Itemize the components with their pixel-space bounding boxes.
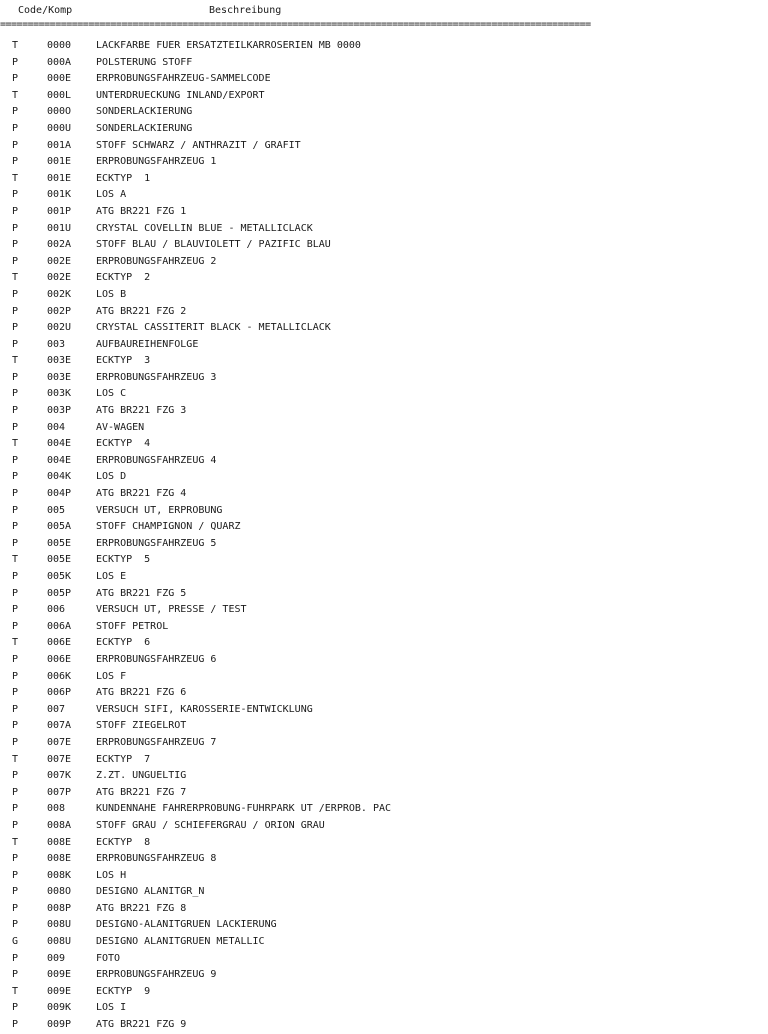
row-type-cell: T bbox=[12, 836, 19, 848]
row-description-cell: CRYSTAL CASSITERIT BLACK - METALLICLACK bbox=[96, 322, 331, 334]
table-row bbox=[0, 287, 768, 304]
row-code-cell: 000A bbox=[47, 56, 72, 68]
row-code-cell: 008E bbox=[47, 853, 72, 865]
row-type-cell: T bbox=[12, 40, 19, 51]
row-code-cell: 007E bbox=[47, 736, 72, 748]
row-code-cell: 004K bbox=[47, 471, 72, 483]
row-description-cell: LOS C bbox=[96, 388, 127, 400]
table-row bbox=[0, 851, 768, 868]
row-type-cell: P bbox=[12, 853, 19, 865]
table-row bbox=[0, 254, 768, 271]
row-type-cell: P bbox=[12, 421, 19, 433]
row-type-cell: P bbox=[12, 919, 19, 931]
table-row bbox=[0, 171, 768, 188]
table-row bbox=[0, 1000, 768, 1017]
row-code-cell: 0000 bbox=[47, 40, 72, 51]
table-row bbox=[0, 38, 768, 55]
row-code-cell: 004 bbox=[47, 421, 66, 433]
row-code-cell: 000O bbox=[47, 106, 72, 118]
row-description-cell: POLSTERUNG STOFF bbox=[96, 56, 193, 68]
row-description-cell: ERPROBUNGSFAHRZEUG 9 bbox=[96, 969, 217, 981]
row-type-cell: P bbox=[12, 222, 19, 234]
row-code-cell: 006A bbox=[47, 620, 72, 632]
row-code-cell: 008O bbox=[47, 886, 72, 898]
row-description-cell: ATG BR221 FZG 8 bbox=[96, 902, 187, 914]
row-code-cell: 007A bbox=[47, 720, 72, 732]
row-type-cell: P bbox=[12, 670, 19, 682]
row-type-cell: P bbox=[12, 720, 19, 732]
row-type-cell: P bbox=[12, 803, 19, 815]
table-row bbox=[0, 519, 768, 536]
table-row bbox=[0, 453, 768, 470]
table-row bbox=[0, 801, 768, 818]
row-description-cell: ERPROBUNGSFAHRZEUG 8 bbox=[96, 853, 217, 865]
table-row bbox=[0, 868, 768, 885]
table-row bbox=[0, 420, 768, 437]
table-row bbox=[0, 353, 768, 370]
row-description-cell: ECKTYP 1 bbox=[96, 172, 151, 184]
row-type-cell: P bbox=[12, 156, 19, 168]
row-description-cell: Z.ZT. UNGUELTIG bbox=[96, 770, 187, 782]
table-row bbox=[0, 503, 768, 520]
row-type-cell: T bbox=[12, 89, 19, 101]
row-description-cell: VERSUCH UT, PRESSE / TEST bbox=[96, 604, 247, 616]
row-type-cell: P bbox=[12, 504, 19, 516]
row-type-cell: P bbox=[12, 73, 19, 85]
row-description-cell: STOFF GRAU / SCHIEFERGRAU / ORION GRAU bbox=[96, 819, 325, 831]
row-type-cell: P bbox=[12, 388, 19, 400]
row-code-cell: 007K bbox=[47, 770, 72, 782]
table-row bbox=[0, 917, 768, 934]
row-code-cell: 001A bbox=[47, 139, 72, 151]
table-row bbox=[0, 569, 768, 586]
row-type-cell: P bbox=[12, 454, 19, 466]
row-description-cell: ECKTYP 6 bbox=[96, 637, 151, 649]
table-row bbox=[0, 752, 768, 769]
row-type-cell: P bbox=[12, 189, 19, 201]
row-code-cell: 004P bbox=[47, 488, 72, 500]
row-code-cell: 002K bbox=[47, 288, 72, 300]
row-type-cell: P bbox=[12, 305, 19, 317]
row-type-cell: P bbox=[12, 886, 19, 898]
column-header-code: Code/Komp bbox=[18, 5, 73, 16]
row-description-cell: KUNDENNAHE FAHRERPROBUNG-FUHRPARK UT /ERPROB. PAC bbox=[96, 803, 392, 815]
row-code-cell: 008U bbox=[47, 936, 72, 948]
row-type-cell: T bbox=[12, 985, 19, 997]
row-description-cell: ERPROBUNGSFAHRZEUG 6 bbox=[96, 653, 217, 665]
table-row bbox=[0, 88, 768, 105]
table-row bbox=[0, 55, 768, 72]
table-row bbox=[0, 370, 768, 387]
row-type-cell: P bbox=[12, 703, 19, 715]
row-type-cell: P bbox=[12, 122, 19, 134]
row-type-cell: P bbox=[12, 205, 19, 217]
row-code-cell: 005 bbox=[47, 504, 66, 516]
table-row bbox=[0, 984, 768, 1001]
row-type-cell: G bbox=[12, 936, 19, 948]
row-description-cell: ECKTYP 9 bbox=[96, 985, 151, 997]
row-type-cell: P bbox=[12, 1002, 19, 1014]
table-row bbox=[0, 768, 768, 785]
row-description-cell: LOS D bbox=[96, 471, 127, 483]
row-code-cell: 006E bbox=[47, 653, 72, 665]
code-table-body bbox=[0, 38, 768, 1034]
row-description-cell: DESIGNO-ALANITGRUEN LACKIERUNG bbox=[96, 919, 277, 931]
row-code-cell: 005E bbox=[47, 537, 72, 549]
header-separator-rule: =========================================================================================================== bbox=[0, 19, 591, 30]
row-description-cell: LOS I bbox=[96, 1002, 127, 1014]
row-code-cell: 003E bbox=[47, 355, 72, 367]
table-row bbox=[0, 967, 768, 984]
row-description-cell: STOFF BLAU / BLAUVIOLETT / PAZIFIC BLAU bbox=[96, 239, 331, 251]
row-code-cell: 008A bbox=[47, 819, 72, 831]
row-type-cell: T bbox=[12, 438, 19, 450]
row-type-cell: P bbox=[12, 571, 19, 582]
row-type-cell: P bbox=[12, 405, 19, 417]
row-code-cell: 000U bbox=[47, 122, 72, 134]
row-code-cell: 008 bbox=[47, 803, 66, 815]
table-row bbox=[0, 386, 768, 403]
row-type-cell: P bbox=[12, 587, 19, 599]
row-type-cell: P bbox=[12, 902, 19, 914]
row-type-cell: P bbox=[12, 1019, 19, 1031]
table-row bbox=[0, 652, 768, 669]
column-header-description: Beschreibung bbox=[209, 5, 282, 16]
row-code-cell: 005E bbox=[47, 554, 72, 566]
table-row bbox=[0, 835, 768, 852]
row-code-cell: 008E bbox=[47, 836, 72, 848]
row-type-cell: P bbox=[12, 604, 19, 616]
row-code-cell: 003E bbox=[47, 371, 72, 383]
row-code-cell: 005K bbox=[47, 571, 72, 582]
row-description-cell: ECKTYP 8 bbox=[96, 836, 151, 848]
table-row bbox=[0, 586, 768, 603]
row-type-cell: P bbox=[12, 736, 19, 748]
table-row bbox=[0, 270, 768, 287]
row-type-cell: T bbox=[12, 753, 19, 765]
row-code-cell: 008K bbox=[47, 869, 72, 881]
row-description-cell: ATG BR221 FZG 1 bbox=[96, 205, 187, 217]
row-code-cell: 008P bbox=[47, 902, 72, 914]
table-row bbox=[0, 237, 768, 254]
table-row bbox=[0, 934, 768, 951]
table-row bbox=[0, 635, 768, 652]
row-code-cell: 001K bbox=[47, 189, 72, 201]
row-description-cell: LOS E bbox=[96, 571, 127, 582]
row-type-cell: P bbox=[12, 819, 19, 831]
table-row bbox=[0, 71, 768, 88]
table-row bbox=[0, 486, 768, 503]
row-type-cell: P bbox=[12, 521, 19, 533]
row-description-cell: DESIGNO ALANITGR_N bbox=[96, 886, 205, 898]
row-type-cell: P bbox=[12, 139, 19, 151]
row-code-cell: 003P bbox=[47, 405, 72, 417]
table-row bbox=[0, 337, 768, 354]
row-code-cell: 001P bbox=[47, 205, 72, 217]
row-type-cell: P bbox=[12, 255, 19, 267]
row-type-cell: P bbox=[12, 786, 19, 798]
row-description-cell: LOS H bbox=[96, 869, 127, 881]
row-description-cell: ECKTYP 5 bbox=[96, 554, 151, 566]
row-description-cell: ERPROBUNGSFAHRZEUG-SAMMELCODE bbox=[96, 73, 271, 85]
row-type-cell: T bbox=[12, 272, 19, 284]
row-code-cell: 002E bbox=[47, 255, 72, 267]
row-code-cell: 005A bbox=[47, 521, 72, 533]
table-row bbox=[0, 469, 768, 486]
row-type-cell: P bbox=[12, 56, 19, 68]
table-row bbox=[0, 685, 768, 702]
row-description-cell: SONDERLACKIERUNG bbox=[96, 106, 193, 118]
row-code-cell: 000L bbox=[47, 89, 72, 101]
row-type-cell: T bbox=[12, 637, 19, 649]
row-code-cell: 003 bbox=[47, 338, 66, 350]
row-type-cell: P bbox=[12, 371, 19, 383]
row-description-cell: DESIGNO ALANITGRUEN METALLIC bbox=[96, 936, 265, 948]
table-row bbox=[0, 552, 768, 569]
row-description-cell: LOS A bbox=[96, 189, 127, 201]
row-description-cell: UNTERDRUECKUNG INLAND/EXPORT bbox=[96, 89, 265, 101]
row-description-cell: ATG BR221 FZG 5 bbox=[96, 587, 187, 599]
row-description-cell: CRYSTAL COVELLIN BLUE - METALLICLACK bbox=[96, 222, 313, 234]
row-description-cell: ATG BR221 FZG 9 bbox=[96, 1019, 187, 1031]
row-code-cell: 001E bbox=[47, 172, 72, 184]
row-code-cell: 007P bbox=[47, 786, 72, 798]
table-row bbox=[0, 138, 768, 155]
table-row bbox=[0, 187, 768, 204]
row-description-cell: ECKTYP 2 bbox=[96, 272, 151, 284]
row-description-cell: STOFF CHAMPIGNON / QUARZ bbox=[96, 521, 241, 533]
row-code-cell: 002U bbox=[47, 322, 72, 334]
row-type-cell: P bbox=[12, 239, 19, 251]
table-row bbox=[0, 403, 768, 420]
row-description-cell: ERPROBUNGSFAHRZEUG 5 bbox=[96, 537, 217, 549]
row-description-cell: ATG BR221 FZG 2 bbox=[96, 305, 187, 317]
table-row bbox=[0, 718, 768, 735]
row-description-cell: LOS F bbox=[96, 670, 127, 682]
row-code-cell: 000E bbox=[47, 73, 72, 85]
row-code-cell: 009E bbox=[47, 985, 72, 997]
table-row bbox=[0, 204, 768, 221]
row-description-cell: ECKTYP 7 bbox=[96, 753, 151, 765]
table-row bbox=[0, 121, 768, 138]
row-description-cell: LOS B bbox=[96, 288, 127, 300]
row-code-cell: 007 bbox=[47, 703, 66, 715]
row-code-cell: 009 bbox=[47, 952, 66, 964]
row-description-cell: ERPROBUNGSFAHRZEUG 4 bbox=[96, 454, 217, 466]
row-description-cell: ERPROBUNGSFAHRZEUG 1 bbox=[96, 156, 217, 168]
row-code-cell: 006E bbox=[47, 637, 72, 649]
row-code-cell: 001U bbox=[47, 222, 72, 234]
row-description-cell: STOFF SCHWARZ / ANTHRAZIT / GRAFIT bbox=[96, 139, 301, 151]
row-description-cell: AV-WAGEN bbox=[96, 421, 145, 433]
row-type-cell: P bbox=[12, 969, 19, 981]
row-description-cell: ERPROBUNGSFAHRZEUG 3 bbox=[96, 371, 217, 383]
row-type-cell: P bbox=[12, 620, 19, 632]
row-code-cell: 001E bbox=[47, 156, 72, 168]
row-code-cell: 008U bbox=[47, 919, 72, 931]
row-description-cell: VERSUCH SIFI, KAROSSERIE-ENTWICKLUNG bbox=[96, 703, 313, 715]
row-description-cell: ECKTYP 3 bbox=[96, 355, 151, 367]
row-description-cell: FOTO bbox=[96, 952, 121, 964]
row-type-cell: P bbox=[12, 338, 19, 350]
row-type-cell: P bbox=[12, 653, 19, 665]
table-row bbox=[0, 669, 768, 686]
row-type-cell: P bbox=[12, 106, 19, 118]
row-code-cell: 004E bbox=[47, 438, 72, 450]
row-type-cell: P bbox=[12, 488, 19, 500]
table-row bbox=[0, 536, 768, 553]
row-code-cell: 009E bbox=[47, 969, 72, 981]
table-row bbox=[0, 304, 768, 321]
row-code-cell: 006K bbox=[47, 670, 72, 682]
table-row bbox=[0, 901, 768, 918]
table-row bbox=[0, 702, 768, 719]
table-row bbox=[0, 884, 768, 901]
row-code-cell: 005P bbox=[47, 587, 72, 599]
table-row bbox=[0, 1017, 768, 1034]
table-row bbox=[0, 735, 768, 752]
row-description-cell: ATG BR221 FZG 4 bbox=[96, 488, 187, 500]
row-code-cell: 006P bbox=[47, 687, 72, 699]
row-code-cell: 002A bbox=[47, 239, 72, 251]
row-description-cell: ECKTYP 4 bbox=[96, 438, 151, 450]
table-row bbox=[0, 320, 768, 337]
row-code-cell: 009K bbox=[47, 1002, 72, 1014]
table-row bbox=[0, 221, 768, 238]
table-row bbox=[0, 818, 768, 835]
row-type-cell: P bbox=[12, 869, 19, 881]
row-description-cell: LACKFARBE FUER ERSATZTEILKARROSERIEN MB 0000 bbox=[96, 40, 361, 51]
table-row bbox=[0, 436, 768, 453]
row-description-cell: ATG BR221 FZG 3 bbox=[96, 405, 187, 417]
row-type-cell: P bbox=[12, 471, 19, 483]
row-type-cell: P bbox=[12, 770, 19, 782]
row-code-cell: 009P bbox=[47, 1019, 72, 1031]
row-description-cell: ERPROBUNGSFAHRZEUG 2 bbox=[96, 255, 217, 267]
row-type-cell: P bbox=[12, 288, 19, 300]
row-description-cell: AUFBAUREIHENFOLGE bbox=[96, 338, 199, 350]
row-code-cell: 006 bbox=[47, 604, 66, 616]
row-type-cell: T bbox=[12, 554, 19, 566]
row-description-cell: ATG BR221 FZG 6 bbox=[96, 687, 187, 699]
table-row bbox=[0, 785, 768, 802]
row-description-cell: SONDERLACKIERUNG bbox=[96, 122, 193, 134]
row-description-cell: VERSUCH UT, ERPROBUNG bbox=[96, 504, 223, 516]
row-code-cell: 007E bbox=[47, 753, 72, 765]
row-description-cell: STOFF ZIEGELROT bbox=[96, 720, 187, 732]
row-code-cell: 002P bbox=[47, 305, 72, 317]
row-code-cell: 002E bbox=[47, 272, 72, 284]
table-row bbox=[0, 104, 768, 121]
row-description-cell: STOFF PETROL bbox=[96, 620, 169, 632]
table-row bbox=[0, 154, 768, 171]
table-row bbox=[0, 619, 768, 636]
row-code-cell: 003K bbox=[47, 388, 72, 400]
row-type-cell: P bbox=[12, 687, 19, 699]
row-description-cell: ERPROBUNGSFAHRZEUG 7 bbox=[96, 736, 217, 748]
row-type-cell: P bbox=[12, 537, 19, 549]
row-type-cell: T bbox=[12, 172, 19, 184]
row-description-cell: ATG BR221 FZG 7 bbox=[96, 786, 187, 798]
table-row bbox=[0, 951, 768, 968]
row-type-cell: P bbox=[12, 952, 19, 964]
table-row bbox=[0, 602, 768, 619]
row-type-cell: T bbox=[12, 355, 19, 367]
row-code-cell: 004E bbox=[47, 454, 72, 466]
row-type-cell: P bbox=[12, 322, 19, 334]
